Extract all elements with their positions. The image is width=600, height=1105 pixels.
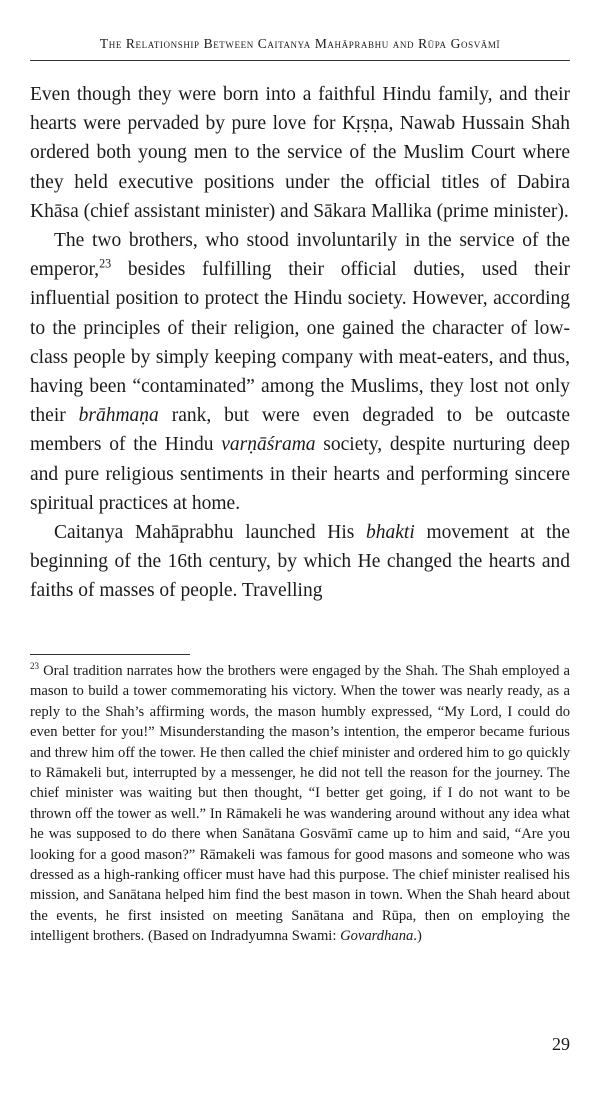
running-header: The Relationship Between Caitanya Mahāprabhu and Rūpa Gosvāmī bbox=[99, 36, 501, 51]
italic-term: bhakti bbox=[366, 522, 415, 544]
italic-term: varṇāśrama bbox=[221, 434, 316, 456]
footnote-number: 23 bbox=[30, 661, 40, 672]
page-number: 29 bbox=[552, 1034, 570, 1054]
paragraph-1: Even though they were born into a faithful Hindu family, and their hearts were pervaded by pure love for Kṛṣṇa, Nawab Hussain Shah ordered both young men to the service of the Muslim Court where they held executive positions under the official titles of Dabira Khāsa (chief assistant minister) and Sākara Mallika (prime minister). bbox=[30, 84, 570, 222]
footnote-rule bbox=[30, 654, 190, 655]
paragraph-3 bbox=[30, 518, 570, 606]
paragraph-3-text: Caitanya Mahāprabhu launched His bbox=[54, 522, 367, 544]
footnote-source-title: Govardhana bbox=[340, 928, 414, 945]
footnote-23 bbox=[30, 661, 570, 947]
paragraph-2-text: The two brothers, who stood involuntarily in the service of the emperor, bbox=[30, 230, 570, 281]
footnote-end: .) bbox=[413, 928, 422, 945]
paragraph-2-text: besides fulfilling their official duties, used their influential position to protect the Hindu society. However, according to the principles of their religion, one gained the character of low-class people by simply keeping company with meat-eaters, and thus, having been “contaminated” among the Muslims, they lost not only their bbox=[30, 259, 570, 427]
paragraph-2 bbox=[30, 226, 570, 518]
footnote-text: Oral tradition narrates how the brothers were engaged by the Shah. The Shah employed a mason to build a tower commemorating his victory. When the tower was nearly ready, as a reply to the Shah’s affirming words, the mason humbly expressed, “My Lord, I could do even better for you!” Misunderstanding the mason’s intention, the emperor became furious and threw him off the tower. He then called the chief minister and ordered him to go quickly to Rāmakeli but, interrupted by a messenger, he did not tell the reason for the journey. The chief minister was waiting but then thought, “I better get going, if I do not want to be thrown off the tower as well.” In Rāmakeli he was wandering around without any idea what he was supposed to do there when Sanātana Gosvāmī came up to him and said, “Are you looking for a good mason?” Rāmakeli was famous for good masons and someone who was dressed as a high-ranking officer must have had this purpose. The chief minister realised his mission, and Sanātana helped him find the best mason in town. When the Shah heard about the events, he first insisted on meeting Sanātana and Rūpa, then on employing the intelligent brothers. (Based on Indradyumna Swami: bbox=[30, 663, 570, 945]
footnote-reference[interactable]: 23 bbox=[99, 256, 112, 271]
header-rule bbox=[30, 60, 570, 61]
paragraph-3-text: movement at the beginning of the 16th century, by which He changed the hearts and faiths of masses of people. Travelling bbox=[30, 522, 570, 602]
italic-term: brāhmaṇa bbox=[78, 405, 159, 427]
main-text bbox=[30, 80, 570, 606]
paragraph-2-text: society, despite nurturing deep and pure religious sentiments in their hearts and performing sincere spiritual practices at home. bbox=[30, 434, 570, 514]
paragraph-2-text: rank, but were even degraded to be outcaste members of the Hindu bbox=[30, 405, 571, 456]
